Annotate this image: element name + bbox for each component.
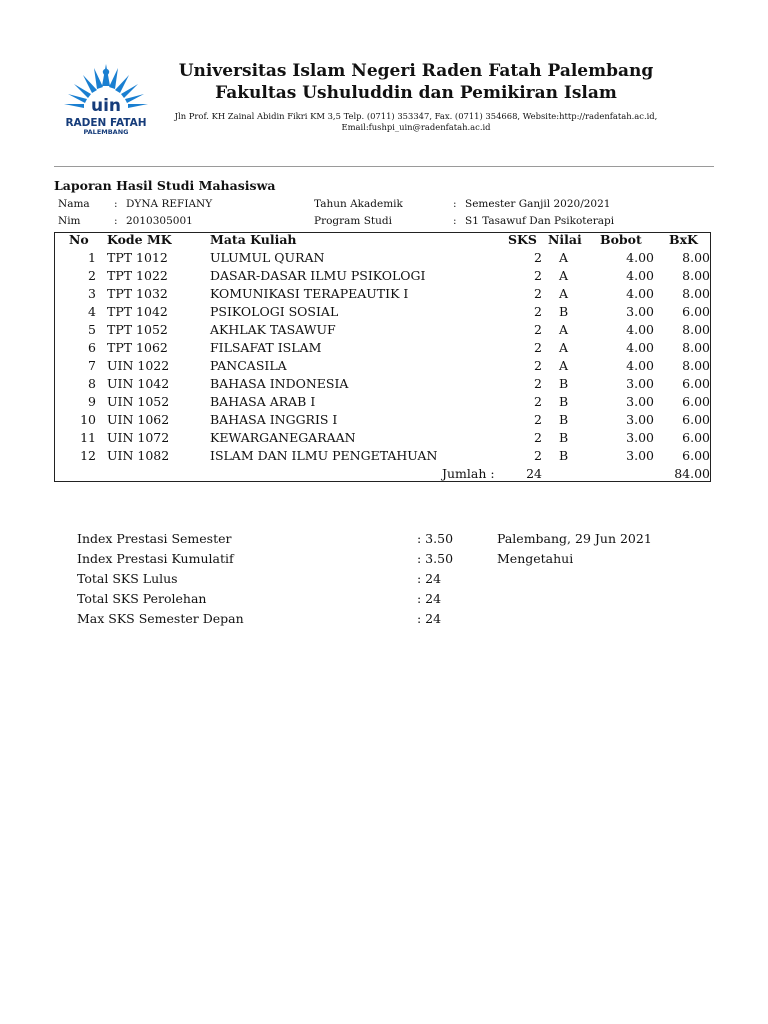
table-cell-bxk: 6.00 xyxy=(682,448,710,463)
table-cell-course: AKHLAK TASAWUF xyxy=(210,322,336,337)
year-value: Semester Ganjil 2020/2021 xyxy=(465,198,611,210)
table-cell-no: 1 xyxy=(88,250,96,265)
table-cell-bxk: 6.00 xyxy=(682,430,710,445)
table-cell-bxk: 8.00 xyxy=(682,250,710,265)
table-cell-code: UIN 1072 xyxy=(107,430,170,445)
table-cell-course: PSIKOLOGI SOSIAL xyxy=(210,304,339,319)
table-cell-sks: 2 xyxy=(534,322,542,337)
table-cell-weight: 3.00 xyxy=(626,430,654,445)
summary-value: : 24 xyxy=(417,611,442,626)
table-cell-sks: 2 xyxy=(534,394,542,409)
acknowledge-text: Mengetahui xyxy=(497,551,574,566)
table-cell-bxk: 6.00 xyxy=(682,412,710,427)
table-cell-code: TPT 1022 xyxy=(107,268,168,283)
table-cell-grade: B xyxy=(559,394,569,409)
summary-value: : 3.50 xyxy=(417,531,454,546)
table-cell-code: TPT 1042 xyxy=(107,304,168,319)
summary-value: : 24 xyxy=(417,571,442,586)
summary-label: Index Prestasi Kumulatif xyxy=(77,551,234,566)
table-cell-grade: A xyxy=(559,358,569,373)
address-line-2: Email:fushpi_uin@radenfatah.ac.id xyxy=(341,122,491,132)
table-cell-code: TPT 1032 xyxy=(107,286,168,301)
table-cell-no: 5 xyxy=(88,322,96,337)
letterhead-title xyxy=(166,60,666,104)
table-cell-weight: 3.00 xyxy=(626,376,654,391)
table-cell-weight: 4.00 xyxy=(626,268,654,283)
table-cell-grade: B xyxy=(559,376,569,391)
table-cell-grade: B xyxy=(559,304,569,319)
program-label: Program Studi xyxy=(314,215,392,227)
table-cell-course: KOMUNIKASI TERAPEAUTIK I xyxy=(210,286,409,301)
nim-value: 2010305001 xyxy=(126,215,193,227)
table-cell-grade: B xyxy=(559,430,569,445)
header-weight: Bobot xyxy=(600,232,642,247)
table-cell-course: BAHASA INDONESIA xyxy=(210,376,349,391)
table-cell-weight: 3.00 xyxy=(626,448,654,463)
logo-uin-text: uin xyxy=(90,96,122,116)
summary-label: Max SKS Semester Depan xyxy=(77,611,244,626)
address-line-1: Jln Prof. KH Zainal Abidin Fikri KM 3,5 Telp. (0711) 353347, Fax. (0711) 354668, Website:http://radenfatah.ac.id, xyxy=(174,111,658,121)
table-cell-weight: 4.00 xyxy=(626,250,654,265)
table-cell-course: BAHASA INGGRIS I xyxy=(210,412,338,427)
header-sks: SKS xyxy=(508,232,537,247)
table-cell-course: KEWARGANEGARAAN xyxy=(210,430,356,445)
table-cell-bxk: 6.00 xyxy=(682,376,710,391)
table-cell-sks: 2 xyxy=(534,358,542,373)
table-cell-sks: 2 xyxy=(534,412,542,427)
table-cell-grade: A xyxy=(559,250,569,265)
header-grade: Nilai xyxy=(548,232,582,247)
table-cell-course: DASAR-DASAR ILMU PSIKOLOGI xyxy=(210,268,426,283)
faculty-name: Fakultas Ushuluddin dan Pemikiran Islam xyxy=(215,83,617,103)
table-cell-sks: 2 xyxy=(534,448,542,463)
summary-value: : 24 xyxy=(417,591,442,606)
year-sep: : xyxy=(453,198,457,210)
name-label: Nama xyxy=(58,198,90,210)
table-cell-course: ISLAM DAN ILMU PENGETAHUAN xyxy=(210,448,438,463)
table-cell-grade: A xyxy=(559,322,569,337)
table-cell-sks: 2 xyxy=(534,376,542,391)
table-cell-course: FILSAFAT ISLAM xyxy=(210,340,322,355)
table-cell-bxk: 8.00 xyxy=(682,340,710,355)
table-cell-bxk: 8.00 xyxy=(682,322,710,337)
header-course: Mata Kuliah xyxy=(210,232,297,247)
summary-label: Total SKS Lulus xyxy=(77,571,178,586)
table-cell-sks: 2 xyxy=(534,340,542,355)
header-no: No xyxy=(69,232,89,247)
table-cell-weight: 4.00 xyxy=(626,322,654,337)
table-cell-no: 7 xyxy=(88,358,96,373)
table-cell-weight: 4.00 xyxy=(626,286,654,301)
university-name: Universitas Islam Negeri Raden Fatah Palembang xyxy=(178,61,654,81)
total-sks: 24 xyxy=(526,466,542,481)
summary-value: : 3.50 xyxy=(417,551,454,566)
logo-name-text: RADEN FATAH xyxy=(65,117,147,129)
table-cell-sks: 2 xyxy=(534,304,542,319)
table-cell-no: 4 xyxy=(88,304,96,319)
header-bxk: BxK xyxy=(669,232,698,247)
table-cell-grade: A xyxy=(559,286,569,301)
table-cell-grade: B xyxy=(559,448,569,463)
table-cell-weight: 3.00 xyxy=(626,304,654,319)
place-date: Palembang, 29 Jun 2021 xyxy=(497,531,652,546)
table-cell-code: UIN 1082 xyxy=(107,448,170,463)
university-logo xyxy=(58,60,154,136)
total-label: Jumlah : xyxy=(442,466,495,481)
table-cell-no: 11 xyxy=(80,430,96,445)
table-cell-course: PANCASILA xyxy=(210,358,287,373)
report-title: Laporan Hasil Studi Mahasiswa xyxy=(54,178,276,193)
table-cell-bxk: 8.00 xyxy=(682,358,710,373)
table-cell-weight: 4.00 xyxy=(626,340,654,355)
year-label: Tahun Akademik xyxy=(314,198,403,210)
name-value: DYNA REFIANY xyxy=(126,198,213,210)
total-bxk: 84.00 xyxy=(674,466,710,481)
table-cell-grade: B xyxy=(559,412,569,427)
table-cell-sks: 2 xyxy=(534,250,542,265)
header-code: Kode MK xyxy=(107,232,172,247)
table-cell-bxk: 6.00 xyxy=(682,394,710,409)
table-cell-sks: 2 xyxy=(534,268,542,283)
table-cell-no: 8 xyxy=(88,376,96,391)
table-cell-code: UIN 1042 xyxy=(107,376,170,391)
logo-city-text: PALEMBANG xyxy=(83,128,129,136)
table-cell-no: 6 xyxy=(88,340,96,355)
table-cell-code: TPT 1062 xyxy=(107,340,168,355)
table-cell-course: ULUMUL QURAN xyxy=(210,250,325,265)
table-cell-weight: 3.00 xyxy=(626,412,654,427)
table-cell-code: UIN 1062 xyxy=(107,412,170,427)
table-cell-no: 9 xyxy=(88,394,96,409)
summary-label: Total SKS Perolehan xyxy=(77,591,207,606)
table-cell-bxk: 8.00 xyxy=(682,286,710,301)
nim-label: Nim xyxy=(58,215,81,227)
table-cell-grade: A xyxy=(559,268,569,283)
table-cell-code: UIN 1022 xyxy=(107,358,170,373)
letterhead-address xyxy=(166,111,666,133)
table-cell-weight: 3.00 xyxy=(626,394,654,409)
table-cell-code: UIN 1052 xyxy=(107,394,170,409)
table-cell-course: BAHASA ARAB I xyxy=(210,394,316,409)
table-cell-grade: A xyxy=(559,340,569,355)
table-cell-bxk: 6.00 xyxy=(682,304,710,319)
program-sep: : xyxy=(453,215,457,227)
name-sep: : xyxy=(114,198,118,210)
table-cell-sks: 2 xyxy=(534,286,542,301)
table-cell-sks: 2 xyxy=(534,430,542,445)
table-cell-bxk: 8.00 xyxy=(682,268,710,283)
header-divider xyxy=(54,166,714,167)
table-cell-weight: 4.00 xyxy=(626,358,654,373)
table-cell-code: TPT 1012 xyxy=(107,250,168,265)
table-cell-code: TPT 1052 xyxy=(107,322,168,337)
table-cell-no: 2 xyxy=(88,268,96,283)
table-cell-no: 3 xyxy=(88,286,96,301)
summary-label: Index Prestasi Semester xyxy=(77,531,232,546)
nim-sep: : xyxy=(114,215,118,227)
program-value: S1 Tasawuf Dan Psikoterapi xyxy=(465,215,615,227)
table-cell-no: 12 xyxy=(80,448,96,463)
table-cell-no: 10 xyxy=(80,412,96,427)
